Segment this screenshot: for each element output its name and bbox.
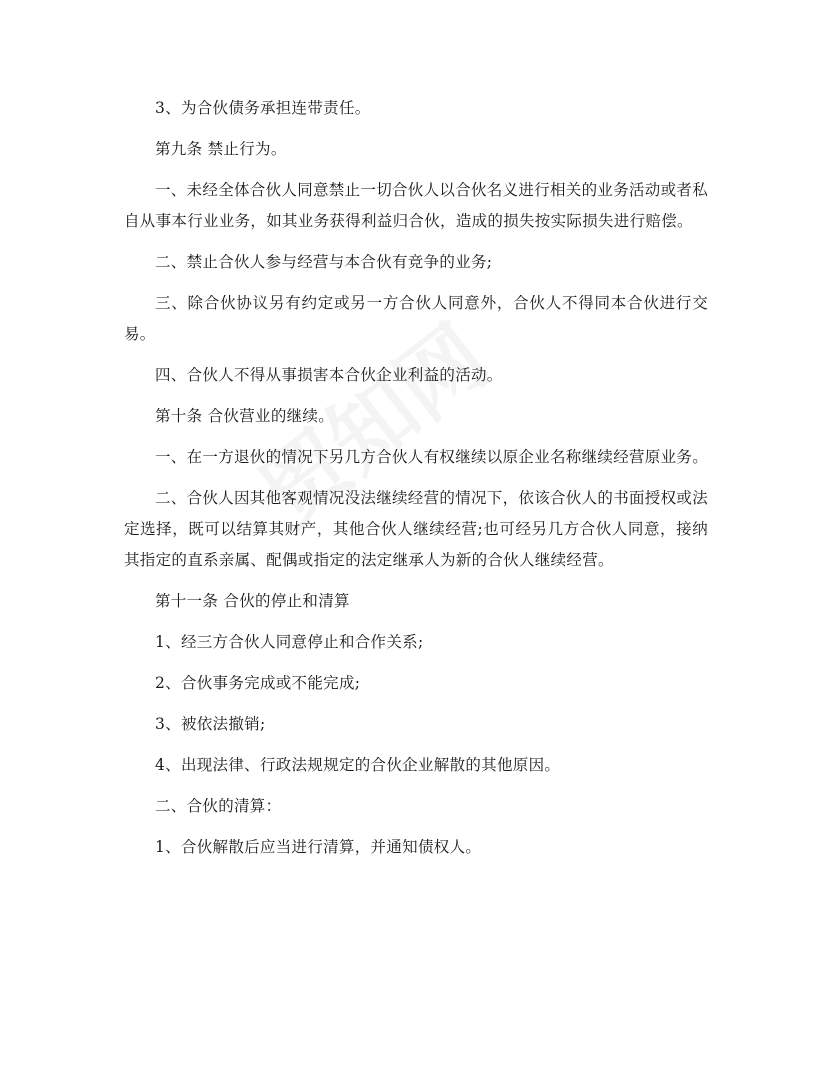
paragraph: 4、出现法律、行政法规规定的合伙企业解散的其他原因。 <box>155 756 561 774</box>
paragraph: 二、合伙的清算： <box>155 797 282 815</box>
paragraph: 一、未经全体合伙人同意禁止一切合伙人以合伙名义进行相关的业务活动或者私自从事本行业业务，如其业务获得利益归合伙，造成的损失按实际损失进行赔偿。 <box>124 181 709 230</box>
paragraph: 3、被依法撤销; <box>155 715 266 733</box>
section-heading: 第九条 禁止行为。 <box>155 140 287 158</box>
paragraph: 三、除合伙协议另有约定或另一方合伙人同意外，合伙人不得同本合伙进行交易。 <box>124 294 708 343</box>
document-body <box>124 93 708 873</box>
paragraph: 一、在一方退伙的情况下另几方合伙人有权继续以原企业名称继续经营原业务。 <box>155 448 709 466</box>
paragraph: 1、合伙解散后应当进行清算，并通知债权人。 <box>155 838 482 856</box>
paragraph: 1、经三方合伙人同意停止和合作关系; <box>155 633 424 651</box>
paragraph: 2、合伙事务完成或不能完成; <box>155 674 361 692</box>
paragraph: 二、禁止合伙人参与经营与本合伙有竞争的业务; <box>155 253 493 271</box>
section-heading: 第十一条 合伙的停止和清算 <box>155 592 350 610</box>
section-heading: 第十条 合伙营业的继续。 <box>155 407 335 425</box>
paragraph: 二、合伙人因其他客观情况没法继续经营的情况下，依该合伙人的书面授权或法定选择，既可以结算其财产，其他合伙人继续经营;也可经另几方合伙人同意，接纳其指定的直系亲属、配偶或指定的法定继承人为新的合伙人继续经营。 <box>124 489 709 569</box>
paragraph: 3、为合伙债务承担连带责任。 <box>155 99 371 117</box>
paragraph: 四、合伙人不得从事损害本合伙企业利益的活动。 <box>155 366 503 384</box>
